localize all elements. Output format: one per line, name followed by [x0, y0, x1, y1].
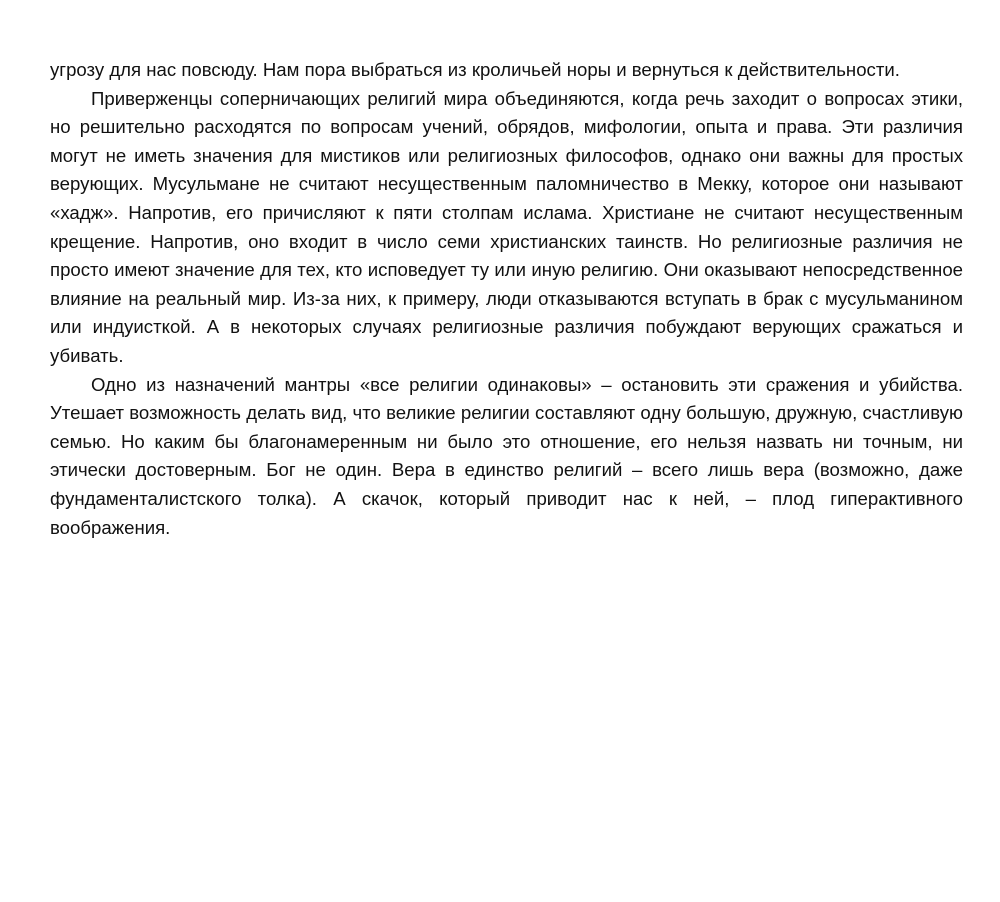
- paragraph-religious-differences: Приверженцы соперничающих религий мира объединяются, когда речь заходит о вопросах этики, но решительно расходятся по вопросам учений, обрядов, мифологии, опыта и права. Эти различия могут не иметь значения для мистиков или религиозных философов, однако они важны для простых верующих. Мусульмане не считают несущественным паломничество в Мекку, которое они называют «хадж». Напротив, его причисляют к пяти столпам ислама. Христиане не считают несущественным крещение. Напротив, оно входит в число семи христианских таинств. Но религиозные различия не просто имеют значение для тех, кто исповедует ту или иную религию. Они оказывают непосредственное влияние на реальный мир. Из-за них, к примеру, люди отказываются вступать в брак с мусульманином или индуисткой. А в некоторых случаях религиозные различия побуждают верующих сражаться и убивать.: [50, 87, 963, 366]
- paragraph-continuation: угрозу для нас повсюду. Нам пора выбраться из кроличьей норы и вернуться к действительности.: [50, 59, 900, 80]
- document-page: [50, 56, 963, 542]
- paragraph-mantra: Одно из назначений мантры «все религии одинаковы» – остановить эти сражения и убийства. Утешает возможность делать вид, что великие религии составляют одну большую, дружную, счастливую семью. Но каким бы благонамеренным ни было это отношение, его нельзя назвать ни точным, ни этически достоверным. Бог не один. Вера в единство религий – всего лишь вера (возможно, даже фундаменталистского толка). А скачок, который приводит нас к ней, – плод гиперактивного воображения.: [50, 373, 963, 538]
